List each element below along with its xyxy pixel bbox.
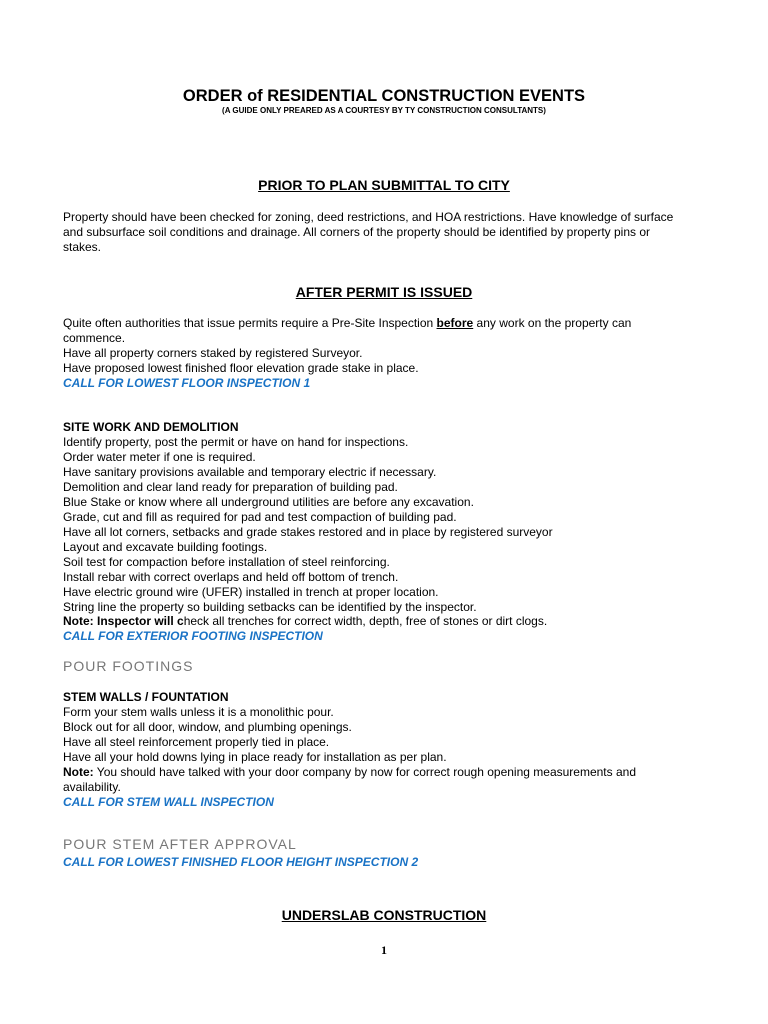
prior-text-line: stakes. [63, 240, 102, 254]
section-heading-prior: PRIOR TO PLAN SUBMITTAL TO CITY [258, 177, 510, 193]
site-list-item: Have electric ground wire (UFER) installed in trench at proper location. [63, 585, 439, 599]
after-line1-pre: Quite often authorities that issue permits require a Pre-Site Inspection [63, 316, 437, 330]
after-text-line: commence. [63, 331, 126, 345]
document-title: ORDER of RESIDENTIAL CONSTRUCTION EVENTS [182, 87, 586, 105]
call-exterior-footing-inspection: CALL FOR EXTERIOR FOOTING INSPECTION [63, 629, 323, 643]
site-list-item: Soil test for compaction before installation of steel reinforcing. [63, 555, 390, 569]
prior-text-line: Property should have been checked for zoning, deed restrictions, and HOA restrictions. Have knowledge of surface [63, 210, 674, 224]
page-number: 1 [381, 943, 387, 957]
site-note [63, 614, 547, 629]
after-text-line [63, 316, 631, 331]
stem-list-item: Have all steel reinforcement properly tied in place. [63, 735, 330, 749]
stem-list-item: Form your stem walls unless it is a monolithic pour. [63, 705, 334, 719]
site-list-item: Install rebar with correct overlaps and held off bottom of trench. [63, 570, 399, 584]
step-heading-pour-footings: POUR FOOTINGS [63, 658, 194, 674]
stem-note-continued: availability. [63, 780, 121, 794]
site-list-item: Identify property, post the permit or have on hand for inspections. [63, 435, 409, 449]
subheading-site-work: SITE WORK AND DEMOLITION [63, 420, 239, 434]
stem-note-text: You should have talked with your door company by now for correct rough opening measurements and [93, 765, 636, 779]
call-lowest-finished-floor-inspection-2: CALL FOR LOWEST FINISHED FLOOR HEIGHT INSPECTION 2 [63, 855, 419, 869]
site-list-item: Demolition and clear land ready for preparation of building pad. [63, 480, 398, 494]
site-list-item: String line the property so building setbacks can be identified by the inspector. [63, 600, 477, 614]
site-list-item: Blue Stake or know where all underground utilities are before any excavation. [63, 495, 474, 509]
after-line1-post: any work on the property can [473, 316, 632, 330]
subheading-stem-walls: STEM WALLS / FOUNTATION [63, 690, 229, 704]
call-stem-wall-inspection: CALL FOR STEM WALL INSPECTION [63, 795, 274, 809]
prior-text-line: and subsurface soil conditions and drainage. All corners of the property should be identified by property pins or [63, 225, 651, 239]
site-list-item: Grade, cut and fill as required for pad and test compaction of building pad. [63, 510, 457, 524]
stem-note-label: Note: [63, 765, 94, 779]
stem-list-item: Have all your hold downs lying in place ready for installation as per plan. [63, 750, 447, 764]
section-heading-underslab: UNDERSLAB CONSTRUCTION [281, 907, 487, 923]
site-list-item: Layout and excavate building footings. [63, 540, 268, 554]
section-heading-after-permit: AFTER PERMIT IS ISSUED [295, 284, 473, 300]
site-note-text: heck all trenches for correct width, depth, free of stones or dirt clogs. [183, 614, 548, 628]
stem-note [63, 765, 636, 780]
document-subtitle: (A GUIDE ONLY PREARED AS A COURTESY BY TY CONSTRUCTION CONSULTANTS) [222, 106, 546, 115]
after-text-line: Have all property corners staked by registered Surveyor. [63, 346, 363, 360]
after-text-line: Have proposed lowest finished floor elevation grade stake in place. [63, 361, 419, 375]
site-note-label: Note: Inspector will c [63, 614, 184, 628]
site-list-item: Have all lot corners, setbacks and grade stakes restored and in place by registered surveyor [63, 525, 553, 539]
call-lowest-floor-inspection-1: CALL FOR LOWEST FLOOR INSPECTION 1 [63, 376, 311, 390]
site-list-item: Have sanitary provisions available and temporary electric if necessary. [63, 465, 437, 479]
stem-list-item: Block out for all door, window, and plumbing openings. [63, 720, 352, 734]
site-list-item: Order water meter if one is required. [63, 450, 256, 464]
step-heading-pour-stem: POUR STEM AFTER APPROVAL [63, 836, 297, 852]
before-emphasis: before [436, 316, 474, 330]
